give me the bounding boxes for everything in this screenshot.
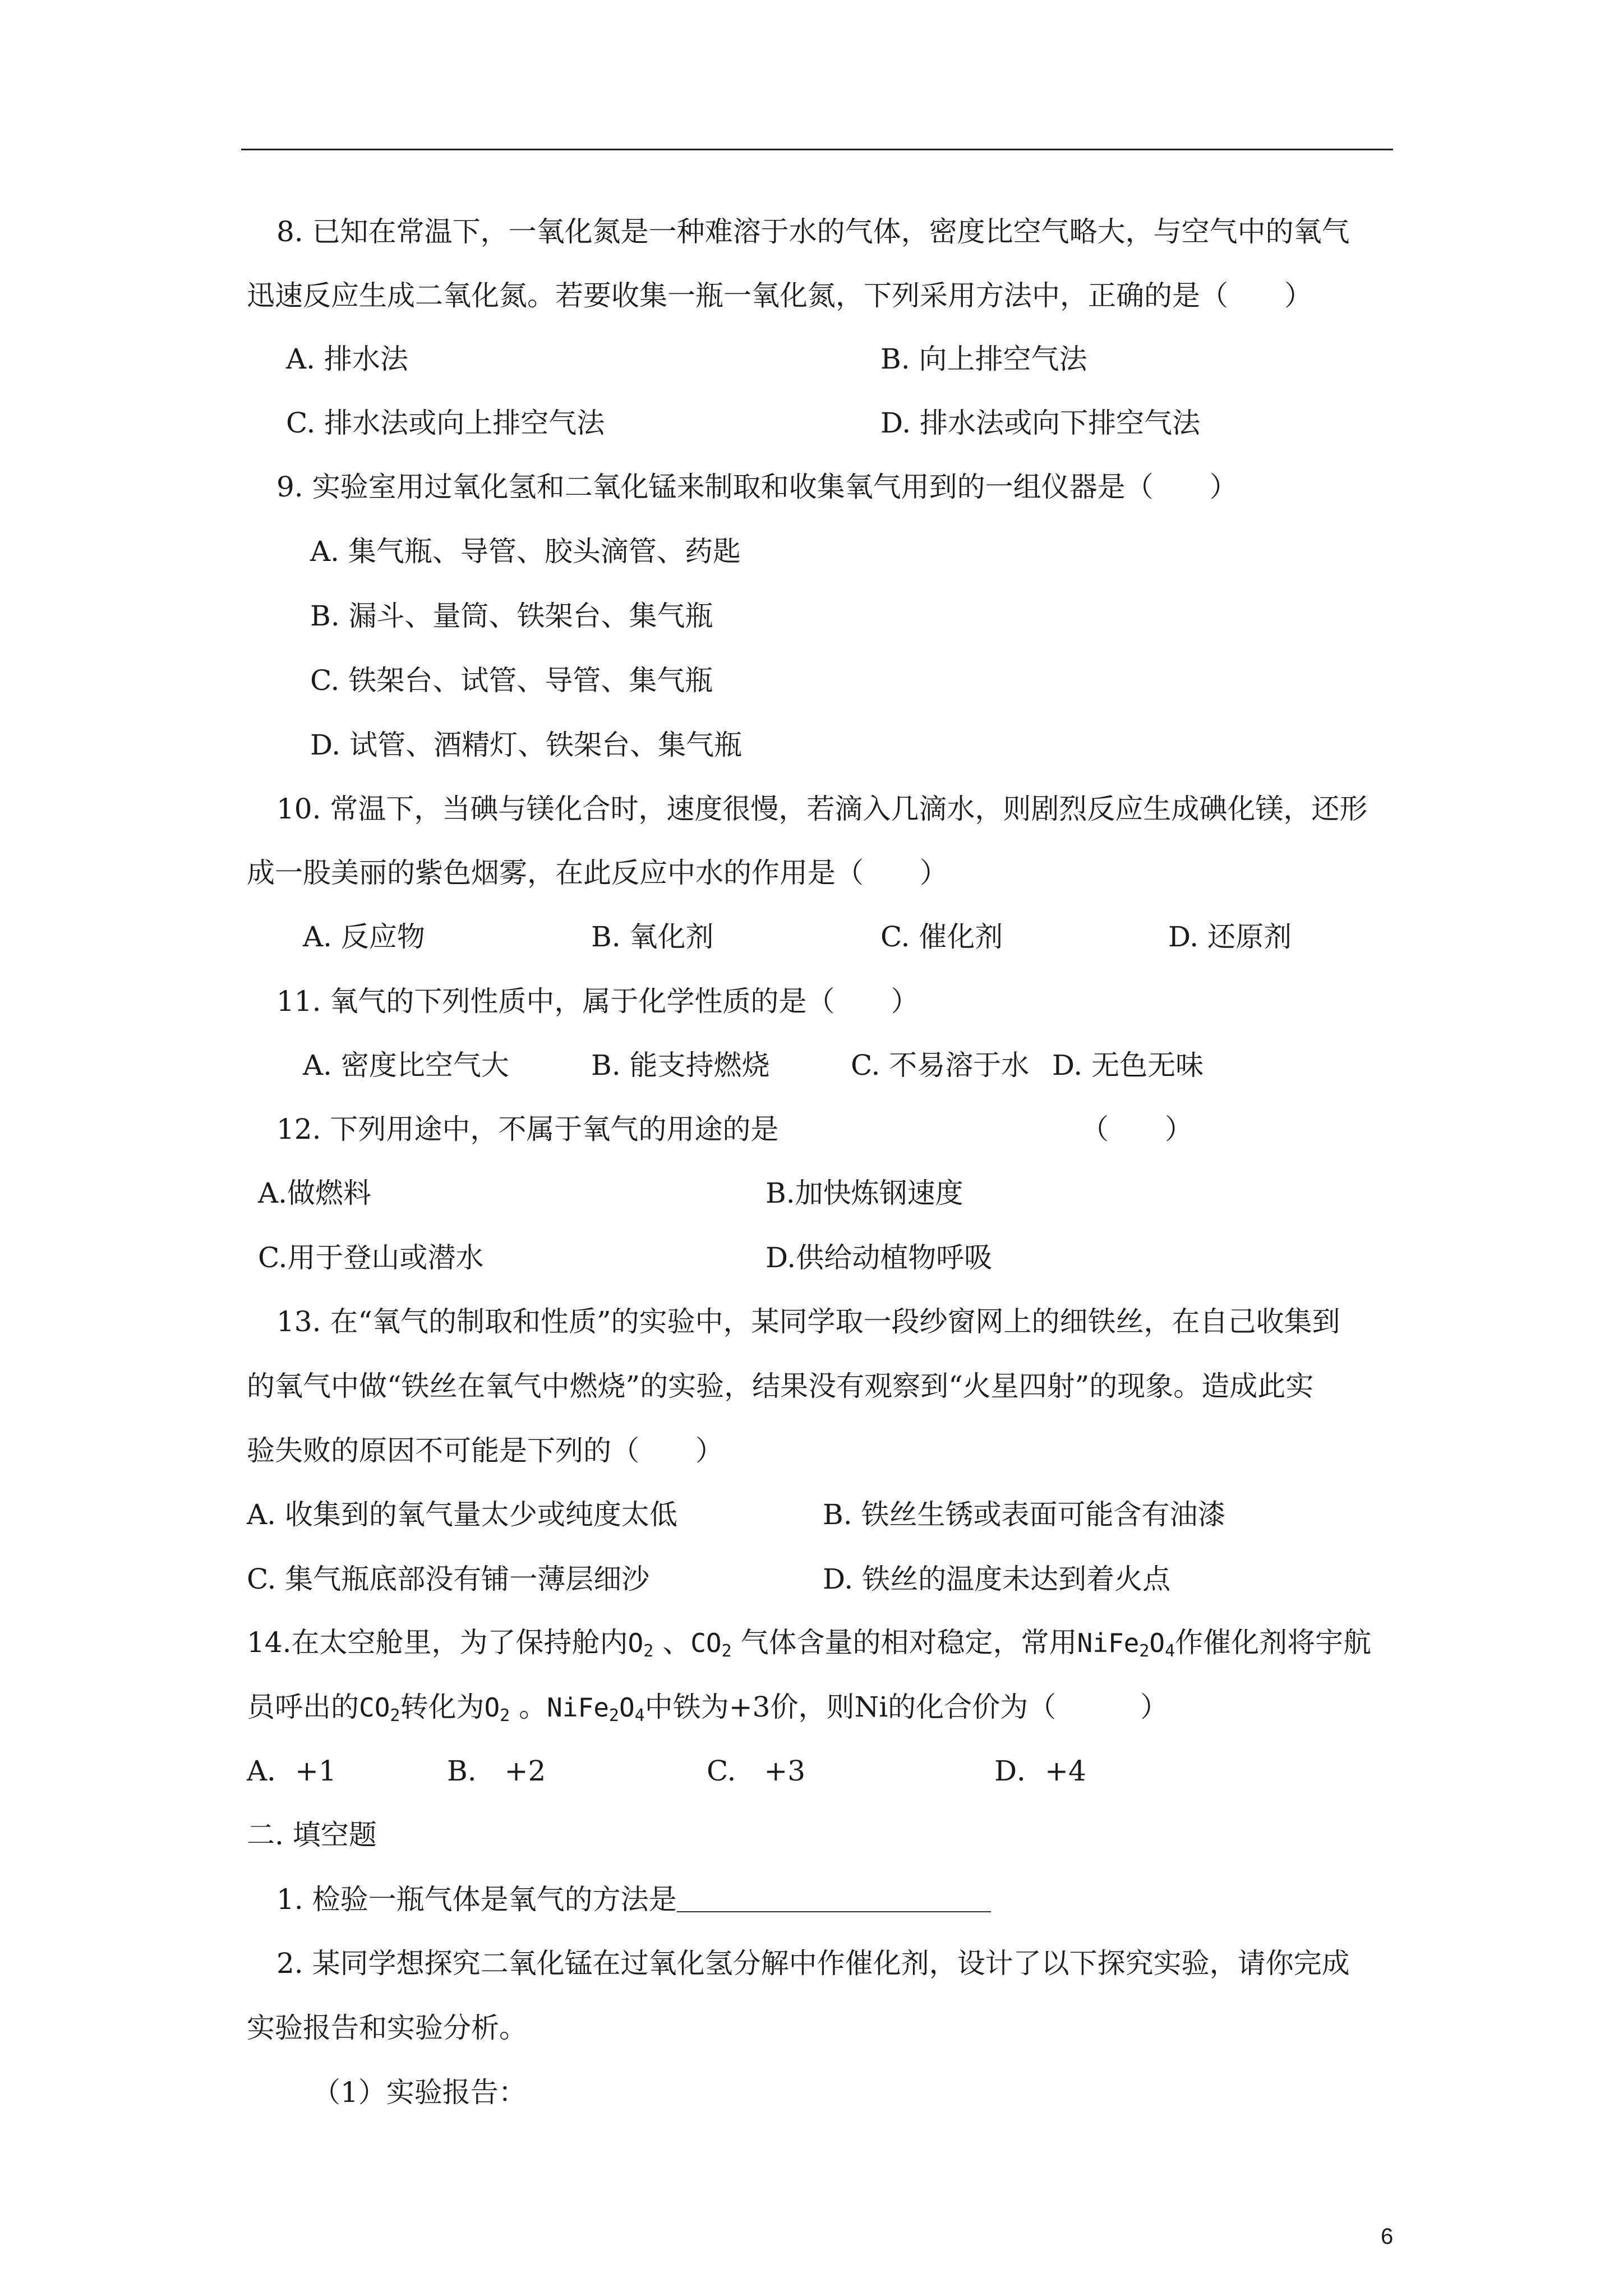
q10-option-d: D. 还原剂 (1168, 921, 1292, 953)
q8-option-b: B. 向上排空气法 (880, 343, 1087, 375)
q8-option-c: C. 排水法或向上排空气法 (286, 407, 605, 439)
fill-q1: 1. 检验一瓶气体是氧气的方法是 (276, 1883, 991, 1916)
q14-stem-line2: 员呼出的$CO_2$转化为$O_2$ 。$NiFe_2O_4$中铁为+3价，则Ni的化合价为（ ） (247, 1691, 1169, 1726)
q10-option-a: A. 反应物 (303, 921, 425, 953)
o2-formula: $O_2$ (628, 1628, 654, 1661)
header-rule (241, 149, 1393, 150)
q14-stem-line1: 14.在太空舱里，为了保持舱内$O_2$ 、$CO_2$ 气体含量的相对稳定，常用$NiFe_2O_4$作催化剂将宇航 (247, 1626, 1372, 1661)
nife2o4-formula: $NiFe_2O_4$ (547, 1692, 645, 1726)
q14-option-d: D．+4 (994, 1755, 1086, 1787)
q12-option-a: A.做燃料 (258, 1177, 372, 1209)
nife2o4-formula: $NiFe_2O_4$ (1077, 1628, 1175, 1661)
q13-option-a: A. 收集到的氧气量太少或纯度太低 (247, 1498, 677, 1531)
q9-option-b: B. 漏斗、量筒、铁架台、集气瓶 (310, 600, 713, 632)
q12-answer-paren: （ ） (1081, 1113, 1193, 1145)
q13-option-d: D. 铁丝的温度未达到着火点 (823, 1563, 1171, 1595)
q9-stem: 9. 实验室用过氧化氢和二氧化锰来制取和收集氧气用到的一组仪器是（ ） (276, 471, 1238, 503)
q11-option-b: B. 能支持燃烧 (591, 1049, 770, 1082)
q13-stem-line2: 的氧气中做“铁丝在氧气中燃烧”的实验，结果没有观察到“火星四射”的现象。造成此实 (247, 1370, 1314, 1402)
q9-option-a: A. 集气瓶、导管、胶头滴管、药匙 (310, 535, 741, 568)
q11-option-c: C. 不易溶于水 (851, 1049, 1030, 1082)
q10-option-b: B. 氧化剂 (591, 921, 714, 953)
q10-option-c: C. 催化剂 (880, 921, 1003, 953)
co2-formula: $CO_2$ (359, 1692, 400, 1726)
q14-option-c: C. +3 (707, 1755, 806, 1787)
q8-option-d: D. 排水法或向下排空气法 (880, 407, 1201, 439)
q11-option-d: D. 无色无味 (1052, 1049, 1204, 1082)
fill-q2-subheading: （1）实验报告： (312, 2076, 527, 2109)
fill-q2-line1: 2. 某同学想探究二氧化锰在过氧化氢分解中作催化剂，设计了以下探究实验，请你完成 (276, 1947, 1350, 1980)
co2-formula: $CO_2$ (690, 1628, 732, 1661)
q12-stem: 12. 下列用途中，不属于氧气的用途的是 (276, 1113, 779, 1145)
q11-stem: 11. 氧气的下列性质中，属于化学性质的是（ ） (276, 985, 919, 1018)
q8-stem-line1: 8. 已知在常温下，一氧化氮是一种难溶于水的气体，密度比空气略大，与空气中的氧气 (276, 215, 1350, 248)
q8-option-a: A. 排水法 (286, 343, 408, 375)
section-title-fill-blank: 二. 填空题 (247, 1819, 377, 1851)
answer-blank[interactable] (677, 1884, 991, 1912)
q13-option-b: B. 铁丝生锈或表面可能含有油漆 (823, 1498, 1226, 1531)
q13-option-c: C. 集气瓶底部没有铺一薄层细沙 (247, 1563, 650, 1595)
q9-option-c: C. 铁架台、试管、导管、集气瓶 (310, 664, 713, 697)
q8-stem-line2: 迅速反应生成二氧化氮。若要收集一瓶一氧化氮，下列采用方法中，正确的是（ ） (247, 279, 1312, 312)
q14-option-b: B. +2 (447, 1755, 546, 1787)
q12-option-c: C.用于登山或潜水 (258, 1241, 484, 1274)
q9-option-d: D. 试管、酒精灯、铁架台、集气瓶 (310, 729, 743, 761)
q13-stem-line1: 13. 在“氧气的制取和性质”的实验中，某同学取一段纱窗网上的细铁丝，在自己收集到 (276, 1305, 1340, 1338)
q12-option-d: D.供给动植物呼吸 (766, 1241, 993, 1274)
page-number: 6 (1381, 2224, 1394, 2249)
o2-formula: $O_2$ (484, 1692, 510, 1726)
q12-option-b: B.加快炼钢速度 (766, 1177, 963, 1209)
q14-option-a: A．+1 (247, 1755, 336, 1787)
fill-q2-line2: 实验报告和实验分析。 (247, 2012, 527, 2044)
q13-stem-line3: 验失败的原因不可能是下列的（ ） (247, 1434, 723, 1467)
q10-stem-line1: 10. 常温下，当碘与镁化合时，速度很慢，若滴入几滴水，则剧烈反应生成碘化镁，还形 (276, 793, 1368, 825)
q11-option-a: A. 密度比空气大 (303, 1049, 509, 1082)
q10-stem-line2: 成一股美丽的紫色烟雾，在此反应中水的作用是（ ） (247, 857, 948, 889)
